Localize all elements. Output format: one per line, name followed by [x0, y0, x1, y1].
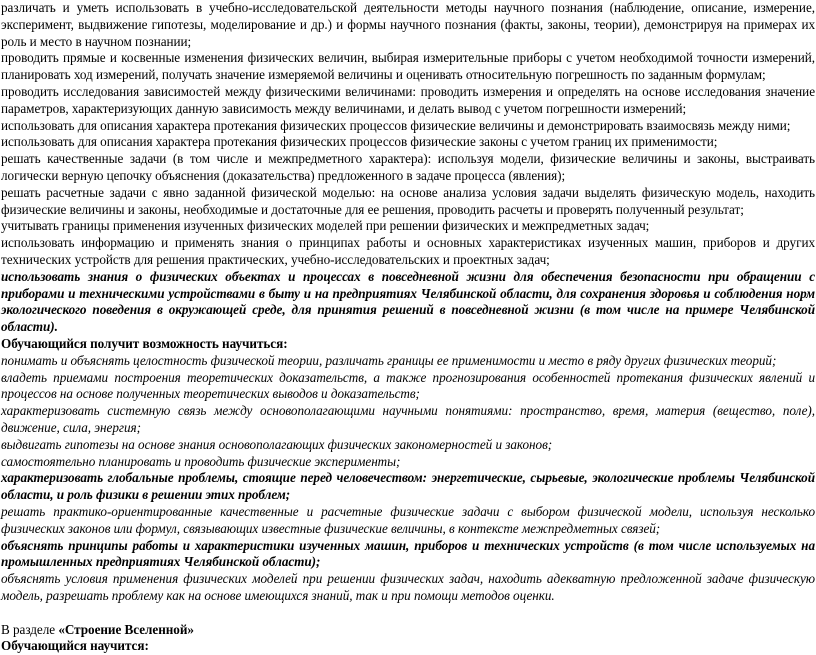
- paragraph: понимать и объяснять целостность физической теории, различать границы ее применимости и место в ряду других физических теорий;: [1, 352, 777, 368]
- paragraph: учитывать границы применения изученных физических моделей при решении физических и межпредметных задач;: [1, 218, 650, 234]
- paragraph: использовать знания о физических объектах и процессах в повседневной жизни для обеспечения безопасности при обращении с приборами и техническими устройствами в быту и на предприятиях Челябинской области, для сохранения здоровья и соблюдения норм экологического поведения в окружающей среде, для принятия решений в повседневной жизни (в том числе на примере Челябинской области).: [1, 268, 815, 335]
- paragraph: решать практико-ориентированные качественные и расчетные физические задачи с выбором физической модели, используя несколько физических законов или формул, связывающих известные физические величины, в контексте межпредметных связей;: [1, 503, 815, 536]
- blank-line: [1, 605, 815, 622]
- paragraph: решать качественные задачи (в том числе и межпредметного характера): используя модели, физические величины и законы, выстраивать логически верную цепочку объяснения (доказательства) предложенного в задаче процесса (явления);: [1, 151, 815, 183]
- footer-heading: Обучающийся научится:: [1, 638, 149, 654]
- paragraph: объяснять условия применения физических моделей при решении физических задач, находить адекватную предложенной задаче физическую модель, разрешать проблему как на основе имеющихся знаний, так и при помощи методов оценки.: [1, 571, 815, 603]
- paragraph: владеть приемами построения теоретических доказательств, а также прогнозирования особенностей протекания физических явлений и процессов на основе полученных теоретических выводов и доказательств;: [1, 369, 815, 402]
- subheading: Обучающийся получит возможность научиться:: [1, 335, 288, 351]
- paragraph: самостоятельно планировать и проводить физические эксперименты;: [1, 453, 401, 469]
- paragraph: проводить прямые и косвенные изменения физических величин, выбирая измерительные приборы с учетом необходимой точности измерений, планировать ход измерений, получать значение измеряемой величины и оценивать относительную погрешность по заданным формулам;: [1, 50, 815, 83]
- paragraph: выдвигать гипотезы на основе знания основополагающих физических закономерностей и законов;: [1, 436, 553, 452]
- section-prefix: В разделе: [1, 621, 59, 637]
- paragraph: использовать информацию и применять знания о принципах работы и основных характеристиках изученных машин, приборов и других технических устройств для решения практических, учебно-исследовательских и проектных задач;: [1, 235, 815, 267]
- paragraph: решать расчетные задачи с явно заданной физической моделью: на основе анализа условия задачи выделять физическую модель, находить физические величины и законы, необходимые и достаточные для ее решения, проводить расчеты и проверять полученный результат;: [1, 184, 815, 217]
- paragraph: различать и уметь использовать в учебно-исследовательской деятельности методы научного познания (наблюдение, описание, измерение, эксперимент, выдвижение гипотезы, моделирование и др.) и формы научного познания (факты, законы, теории), демонстрируя на примерах их роль и место в научном познании;: [1, 0, 815, 49]
- paragraph: использовать для описания характера протекания физических процессов физические законы с учетом границ их применимости;: [1, 134, 718, 150]
- paragraph: использовать для описания характера протекания физических процессов физические величины и демонстрировать взаимосвязь между ними;: [1, 117, 791, 133]
- paragraph: объяснять принципы работы и характеристики изученных машин, приборов и технических устройств (в том числе используемых на промышленных предприятиях Челябинской области);: [1, 537, 815, 570]
- section-title: «Строение Вселенной»: [58, 621, 194, 637]
- paragraph: характеризовать глобальные проблемы, стоящие перед человечеством: энергетические, сырьевые, экологические проблемы Челябинской области, и роль физики в решении этих проблем;: [1, 470, 815, 503]
- section-line: [1, 622, 815, 639]
- paragraph: характеризовать системную связь между основополагающими научными понятиями: пространство, время, материя (вещество, поле), движение, сила, энергия;: [1, 403, 815, 435]
- paragraph-list: [1, 0, 815, 605]
- paragraph: проводить исследования зависимостей между физическими величинами: проводить измерения и определять на основе исследования значение параметров, характеризующих данную зависимость между величинами, и делать вывод с учетом погрешности измерений;: [1, 83, 815, 116]
